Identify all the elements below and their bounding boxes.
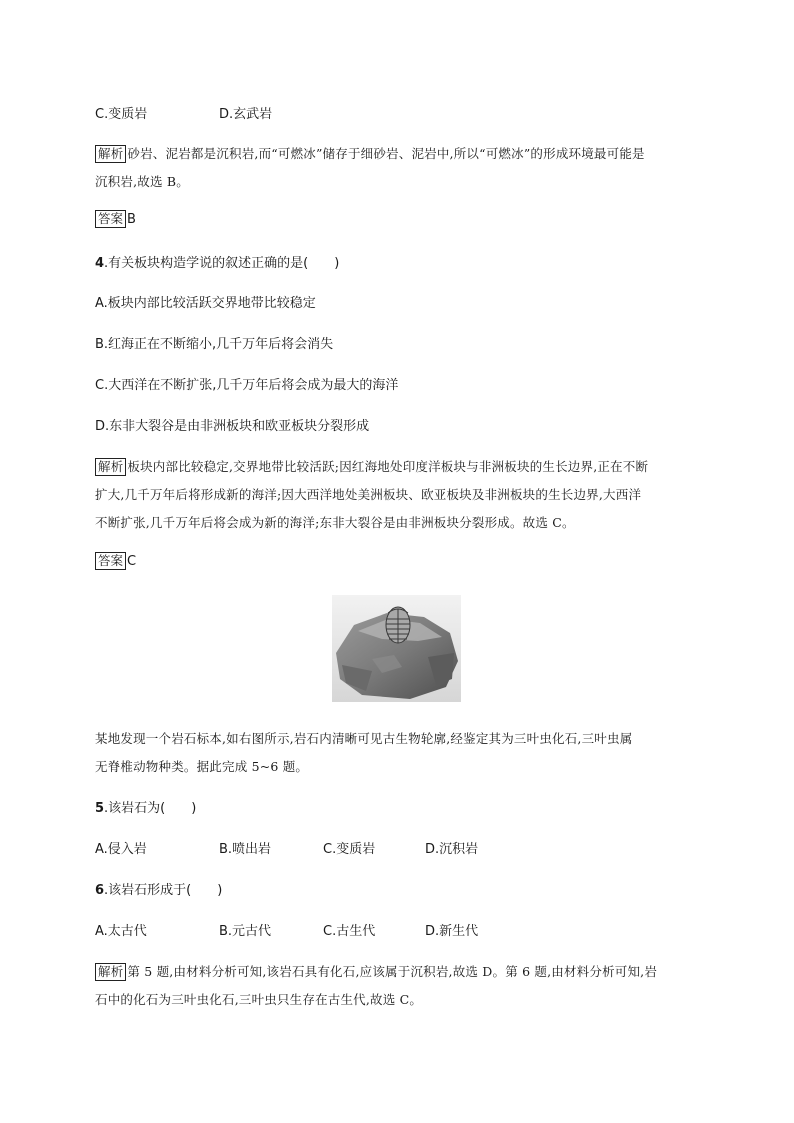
- q5-number: 5: [95, 801, 105, 816]
- q4-option-b: B.红海正在不断缩小,几千万年后将会消失: [95, 337, 334, 352]
- trilobite-fossil-image: [332, 595, 461, 702]
- q5-option-c: C.变质岩: [323, 842, 376, 857]
- q5-option-a: A.侵入岩: [95, 842, 147, 857]
- q5-option-b: B.喷出岩: [219, 842, 272, 857]
- q6-option-c: C.古生代: [323, 924, 376, 939]
- q6-option-a: A.太古代: [95, 924, 147, 939]
- q56-explanation-text1: 第 5 题,由材料分析可知,该岩石具有化石,应该属于沉积岩,故选 D。第 6 题,由材料分析可知,岩: [127, 964, 658, 979]
- q3-explanation-text1: 砂岩、泥岩都是沉积岩,而“可燃冰”储存于细砂岩、泥岩中,所以“可燃冰”的形成环境最可能是: [127, 146, 645, 161]
- q3-option-d: D.玄武岩: [219, 107, 273, 122]
- q4-stem-text: .有关板块构造学说的叙述正确的是( ): [104, 256, 340, 271]
- q6-option-b: B.元古代: [219, 924, 272, 939]
- q3-option-c: C.变质岩: [95, 107, 148, 122]
- q4-option-c: C.大西洋在不断扩张,几千万年后将会成为最大的海洋: [95, 378, 399, 393]
- q3-explanation-line1: [95, 144, 645, 163]
- q6-option-d: D.新生代: [425, 924, 479, 939]
- q4-number: 4: [95, 256, 105, 271]
- q3-answer-value: B: [127, 212, 136, 227]
- q4-explanation-line3: 不断扩张,几千万年后将会成为新的海洋;东非大裂谷是由非洲板块分裂形成。故选 C。: [95, 515, 575, 530]
- q56-explanation-line2: 石中的化石为三叶虫化石,三叶虫只生存在古生代,故选 C。: [95, 992, 423, 1007]
- explanation-tag: 解析: [95, 145, 126, 163]
- q6-number: 6: [95, 883, 105, 898]
- material-line1: 某地发现一个岩石标本,如右图所示,岩石内清晰可见古生物轮廓,经鉴定其为三叶虫化石,三叶虫属: [95, 731, 633, 746]
- answer-tag: 答案: [95, 552, 126, 570]
- q4-option-d: D.东非大裂谷是由非洲板块和欧亚板块分裂形成: [95, 419, 370, 434]
- explanation-tag: 解析: [95, 458, 126, 476]
- q4-stem: [95, 252, 339, 271]
- material-line2: 无脊椎动物种类。据此完成 5~6 题。: [95, 759, 309, 774]
- q4-option-a: A.板块内部比较活跃交界地带比较稳定: [95, 296, 316, 311]
- q6-stem: [95, 879, 222, 898]
- explanation-tag: 解析: [95, 963, 126, 981]
- q4-answer: [95, 552, 136, 570]
- q5-option-d: D.沉积岩: [425, 842, 479, 857]
- q6-stem-text: .该岩石形成于( ): [104, 883, 223, 898]
- q5-stem-text: .该岩石为( ): [104, 801, 197, 816]
- q4-explanation-line1: [95, 457, 648, 476]
- q4-explanation-text1: 板块内部比较稳定,交界地带比较活跃;因红海地处印度洋板块与非洲板块的生长边界,正在不断: [127, 459, 649, 474]
- q3-explanation-line2: 沉积岩,故选 B。: [95, 174, 189, 189]
- answer-tag: 答案: [95, 210, 126, 228]
- q56-explanation-line1: [95, 962, 657, 981]
- q3-answer: [95, 210, 136, 228]
- q5-stem: [95, 797, 196, 816]
- q4-explanation-line2: 扩大,几千万年后将形成新的海洋;因大西洋地处美洲板块、欧亚板块及非洲板块的生长边界,大西洋: [95, 487, 642, 502]
- q4-answer-value: C: [127, 554, 137, 569]
